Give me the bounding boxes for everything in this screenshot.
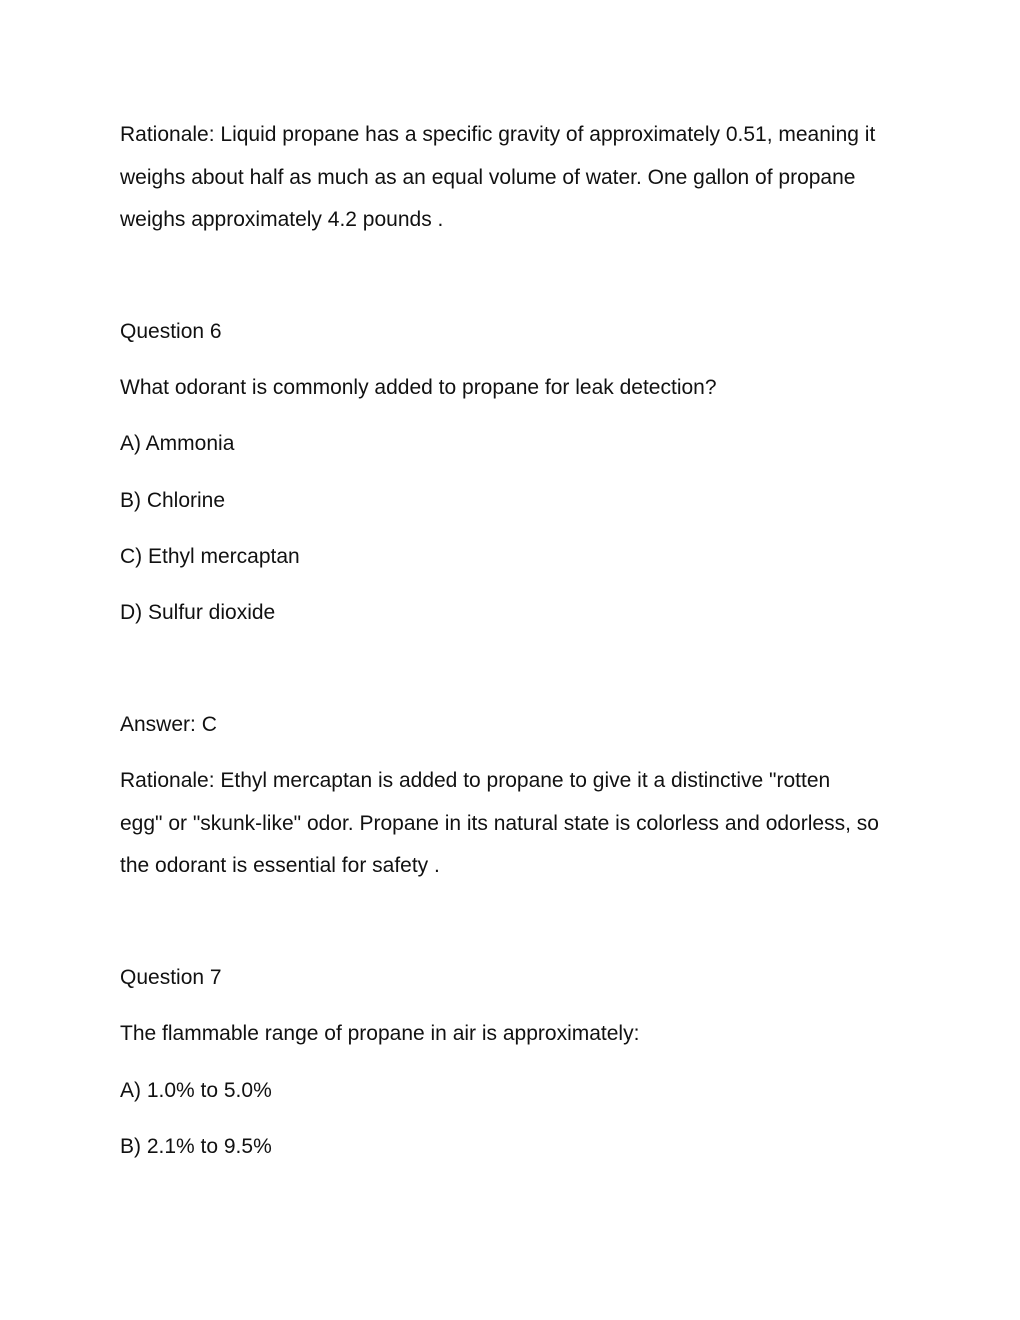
answer-option: B) Chlorine [120, 489, 226, 512]
rationale-line: Rationale: Liquid propane has a specific gravity of approximately 0.51, meaning it [120, 123, 876, 146]
answer-key: Answer: C [120, 713, 217, 736]
rationale-line: the odorant is essential for safety . [120, 854, 440, 877]
question-prompt: What odorant is commonly added to propane for leak detection? [120, 376, 717, 399]
rationale-line: Rationale: Ethyl mercaptan is added to propane to give it a distinctive "rotten [120, 769, 831, 792]
rationale-line: weighs about half as much as an equal volume of water. One gallon of propane [120, 166, 856, 189]
question-heading: Question 7 [120, 966, 222, 989]
answer-option: B) 2.1% to 9.5% [120, 1135, 272, 1158]
answer-option: A) 1.0% to 5.0% [120, 1079, 272, 1102]
answer-option: C) Ethyl mercaptan [120, 545, 300, 568]
rationale-line: weighs approximately 4.2 pounds . [120, 208, 444, 231]
question-heading: Question 6 [120, 320, 222, 343]
rationale-line: egg" or "skunk-like" odor. Propane in its natural state is colorless and odorless, so [120, 812, 879, 835]
question-prompt: The flammable range of propane in air is approximately: [120, 1022, 640, 1045]
answer-option: D) Sulfur dioxide [120, 601, 276, 624]
answer-option: A) Ammonia [120, 432, 235, 455]
